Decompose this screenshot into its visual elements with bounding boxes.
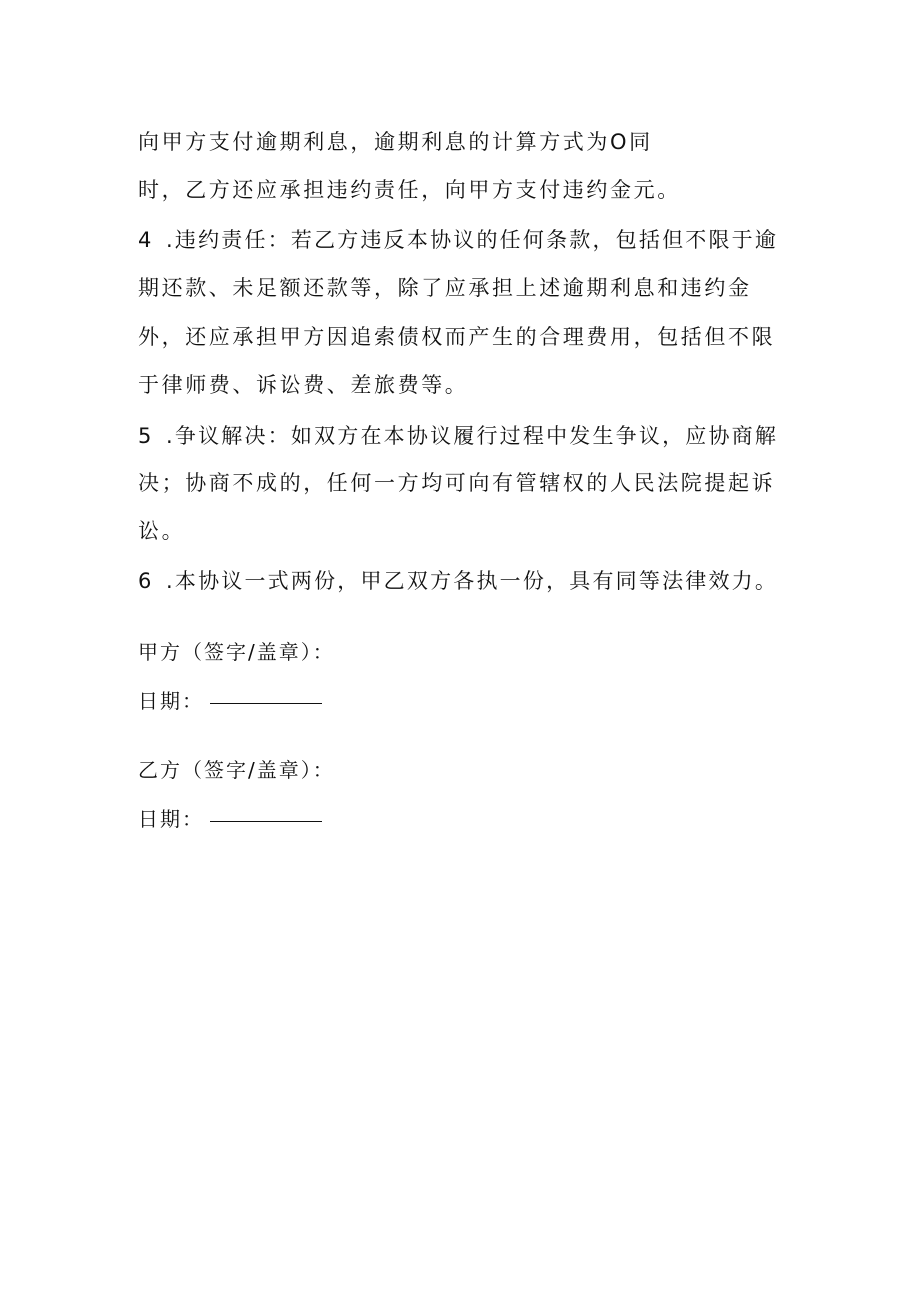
- paragraph-text: .违约责任：若乙方违反本协议的任何条款，包括但不限于逾: [166, 228, 779, 252]
- party-b-signature-label: [138, 755, 335, 785]
- paragraph-text: 于律师费、诉讼费、差旅费等。: [138, 373, 469, 397]
- paragraph-line: [138, 322, 775, 352]
- paragraph-text: .争议解决：如双方在本协议履行过程中发生争议，应协商解: [166, 424, 779, 448]
- paragraph-line: [138, 175, 681, 205]
- party-a-date-label: 日期：: [138, 689, 204, 713]
- paragraph-text: 讼。: [138, 519, 186, 543]
- paragraph-text: 期还款、未足额还款等，除了应承担上述逾期利息和违约金: [138, 276, 752, 300]
- paragraph-text: 时，乙方还应承担违约责任，向甲方支付违约金元。: [138, 178, 681, 202]
- party-b-date-label: 日期：: [138, 807, 204, 831]
- paragraph-text: 外，还应承担甲方因追索债权而产生的合理费用，包括但不限: [138, 325, 776, 349]
- paragraph-line: [138, 468, 775, 498]
- clause-number: 5: [138, 424, 152, 448]
- paragraph-text: 向甲方支付逾期利息，逾期利息的计算方式为O同: [138, 130, 653, 154]
- clause-5-line: [138, 421, 778, 451]
- party-b-date-blank[interactable]: [210, 820, 322, 822]
- paragraph-line: [138, 516, 185, 546]
- party-a-date-row: [138, 686, 322, 716]
- paragraph-line: [138, 127, 653, 157]
- party-b-date-row: [138, 804, 322, 834]
- clause-4-line: [138, 225, 778, 255]
- clause-number: 6: [138, 569, 152, 593]
- paragraph-text: 决；协商不成的，任何一方均可向有管辖权的人民法院提起诉: [138, 471, 776, 495]
- party-a-label-text: 甲方（签字/盖章）：: [138, 640, 335, 664]
- paragraph-line: [138, 273, 752, 303]
- party-a-signature-label: [138, 637, 335, 667]
- clause-6-line: [138, 566, 778, 596]
- party-a-date-blank[interactable]: [210, 702, 322, 704]
- paragraph-line: [138, 370, 468, 400]
- paragraph-text: .本协议一式两份，甲乙双方各执一份，具有同等法律效力。: [166, 569, 779, 593]
- party-b-label-text: 乙方（签字/盖章）：: [138, 758, 335, 782]
- clause-number: 4: [138, 228, 152, 252]
